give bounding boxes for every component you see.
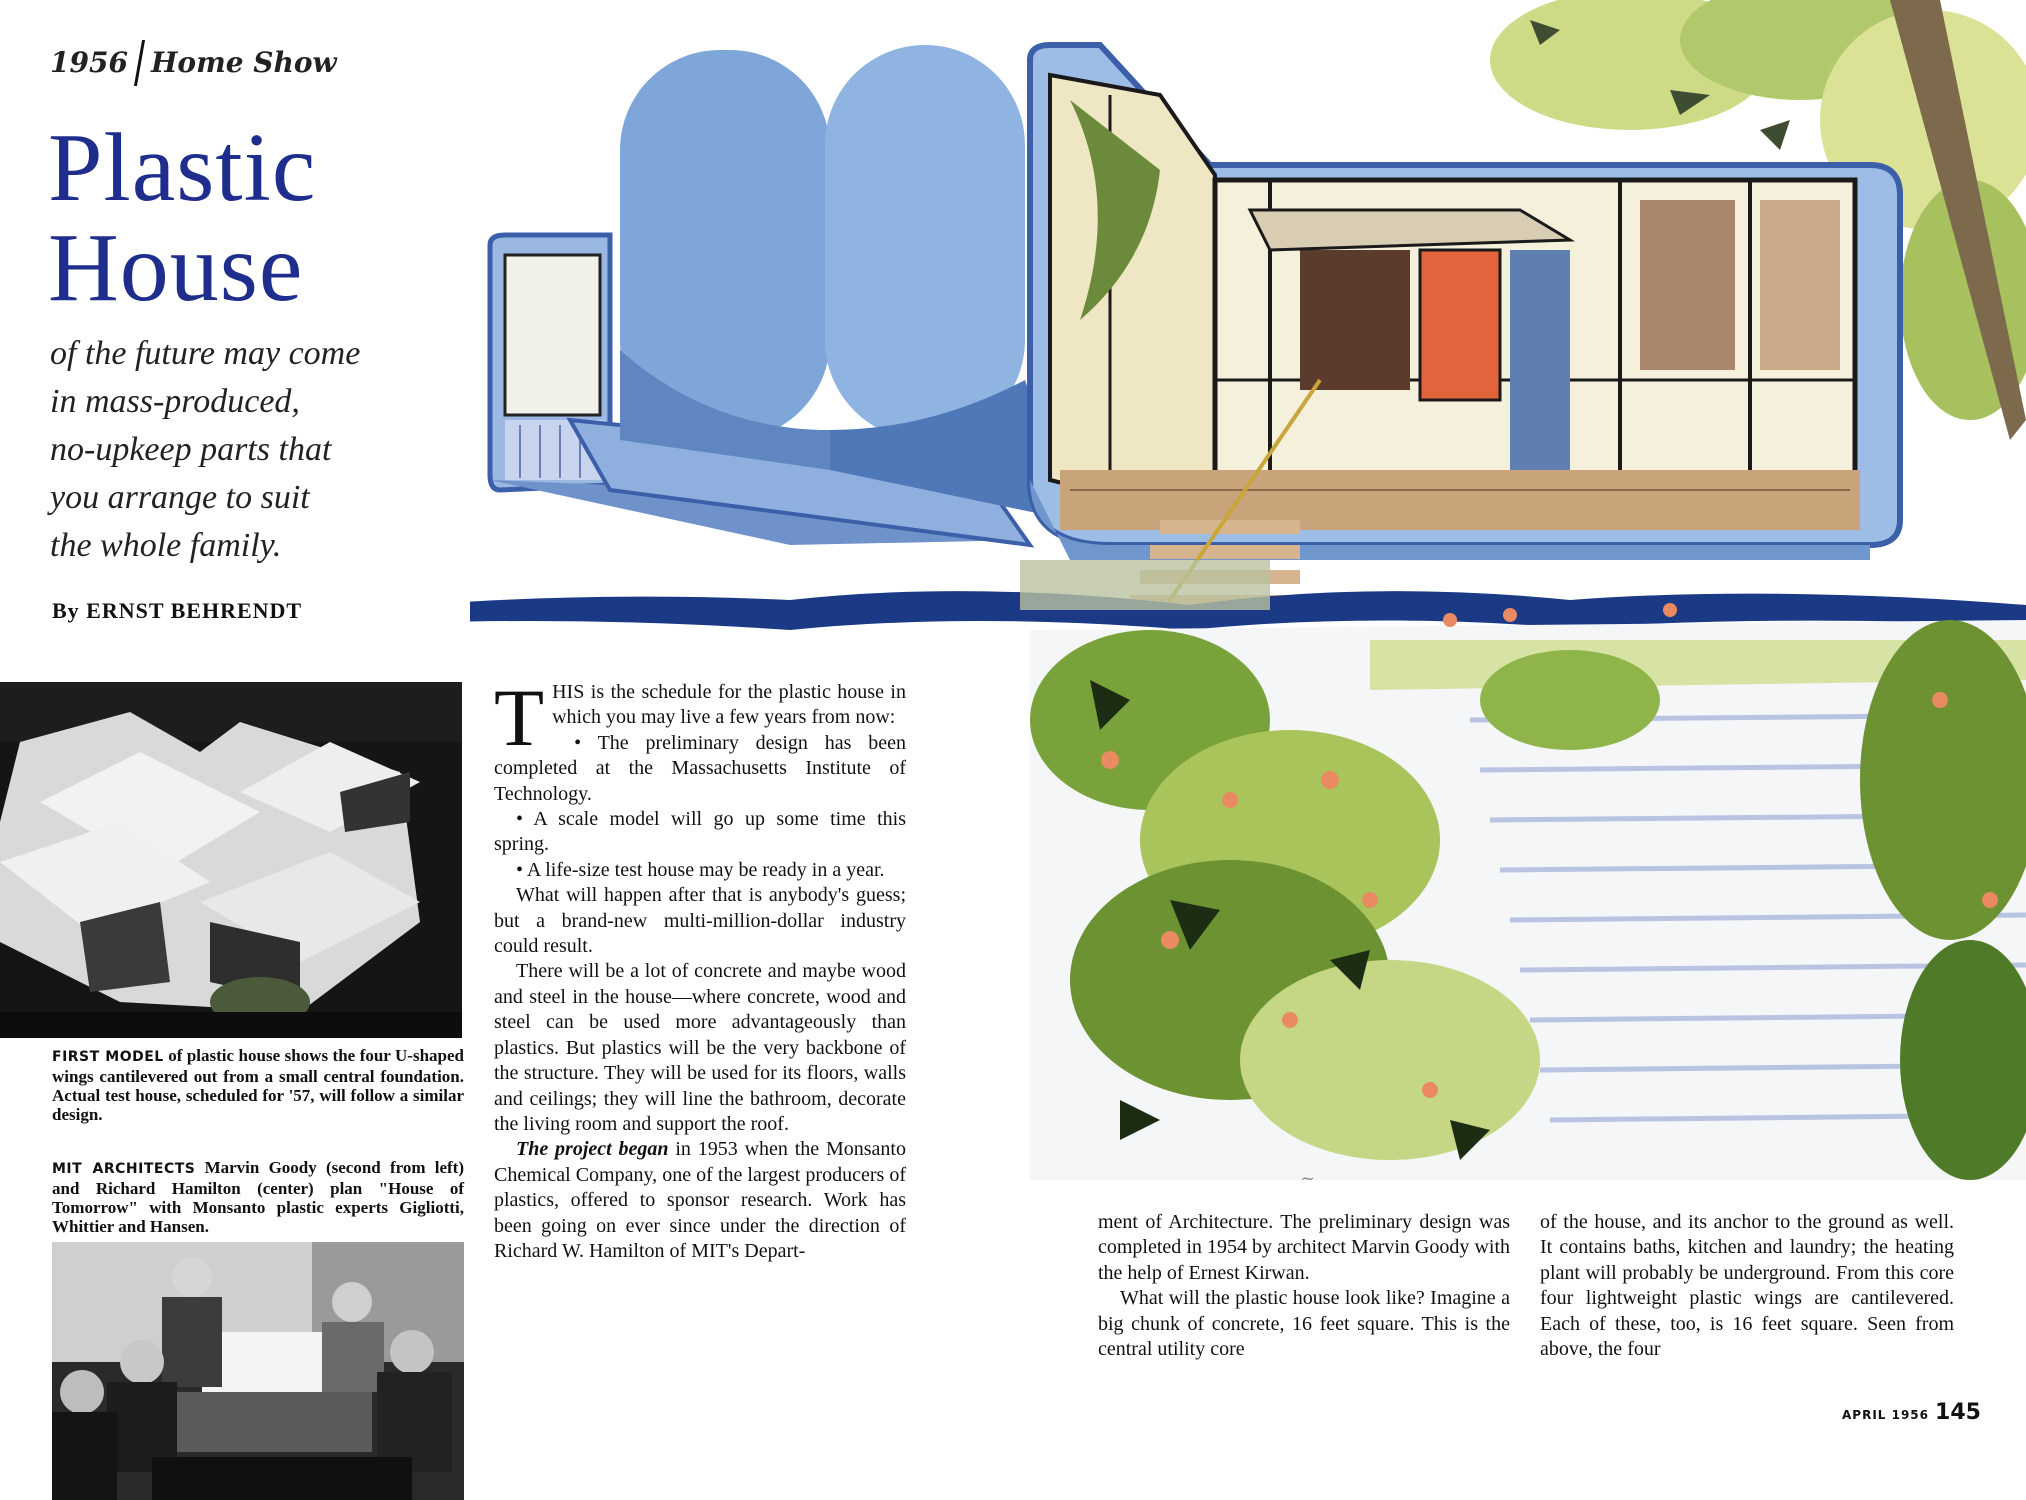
retaining-wall [1020,560,1270,610]
illustrator-signature: ~ [1300,1168,1316,1189]
col2-paragraph-2: What will the plastic house look like? Imagine a big chunk of concrete, 16 feet square. This is the central utility core [1098,1287,1510,1361]
first-model-caption [52,1046,464,1124]
run-in-head: The project began [516,1138,669,1161]
intro-paragraph [494,672,906,763]
section-divider [134,40,145,86]
body-paragraph-1: What will happen after that is anybody's guess; but a brand-new multi-million-dollar industry could result. [494,884,906,958]
deck-line-4: you arrange to suit [50,479,310,516]
deck-line-2: in mass-produced, [50,383,300,420]
architects-photo [52,1242,464,1500]
intro-text: HIS is the schedule for the plastic house in which you may live a few years from now: [552,681,906,729]
body-paragraph-3-text: in 1953 when the Monsanto Chemical Company, one of the largest producers of plastics, offered to sponsor research. Work has been going on ever since under the direction of Richard W. Hamilton of MIT's Depart- [494,1138,906,1262]
drop-cap: T [494,672,545,763]
title-line-1: Plastic [48,114,317,222]
deck-line-1: of the future may come [50,335,361,372]
byline: By ERNST BEHRENDT [52,598,303,623]
title-line-2: House [48,214,304,322]
body-paragraph-3 [494,1137,906,1264]
section-year: 1956 [50,46,128,79]
article-column-1 [494,672,906,1264]
glass-wing [1030,45,1900,560]
col3-paragraph-1: of the house, and its anchor to the ground as well. It contains baths, kitchen and laundry; the heating plant will probably be underground. From this core four lightweight plastic wings are cantilevered. Each of these, too, is 16 feet square. Seen from above, the four [1540,1211,1954,1361]
schedule-bullet-2: • A scale model will go up some time this spring. [494,808,906,856]
section-label [50,40,337,86]
section-name: Home Show [150,46,337,79]
architects-caption-text: Marvin Goody (second from left) and Richard Hamilton (center) plan "House of Tomorrow" with Monsanto plastic experts Gigliotti, Whittier and Hansen. [52,1158,464,1236]
deck-line-5: the whole family. [50,527,282,564]
article-deck [50,330,460,570]
first-model-caption-text: of plastic house shows the four U-shaped wings cantilevered out from a small central foundation. Actual test house, scheduled for '57, will follow a similar design. [52,1046,464,1124]
body-paragraph-2: There will be a lot of concrete and maybe wood and steel in the house—where concrete, wood and steel can be used more advantageously than plastics. But plastics will be the very backbone of the structure. They will be used for its floors, walls and ceilings; they will line the bathroom, decorate the living room and support the roof. [494,960,906,1135]
article-column-3 [1540,1210,1954,1362]
article-column-2 [1098,1210,1510,1362]
architects-caption-lead: MIT ARCHITECTS [52,1161,196,1177]
rounded-wing [620,45,1070,520]
page-number: 145 [1935,1400,1981,1425]
col2-paragraph-1: ment of Architecture. The preliminary design was completed in 1954 by architect Marvin Goody with the help of Ernest Kirwan. [1098,1211,1510,1284]
first-model-caption-lead: FIRST MODEL [52,1049,164,1065]
schedule-bullet-3: • A life-size test house may be ready in a year. [516,858,885,881]
schedule-bullet-1: • The preliminary design has been completed at the Massachusetts Institute of Technology. [494,731,906,805]
page-folio [1842,1400,1981,1425]
deck-line-3: no-upkeep parts that [50,431,332,468]
architects-caption [52,1158,464,1236]
first-model-photo [0,682,462,1038]
article-title [48,114,488,322]
folio-date: APRIL 1956 [1842,1408,1930,1422]
